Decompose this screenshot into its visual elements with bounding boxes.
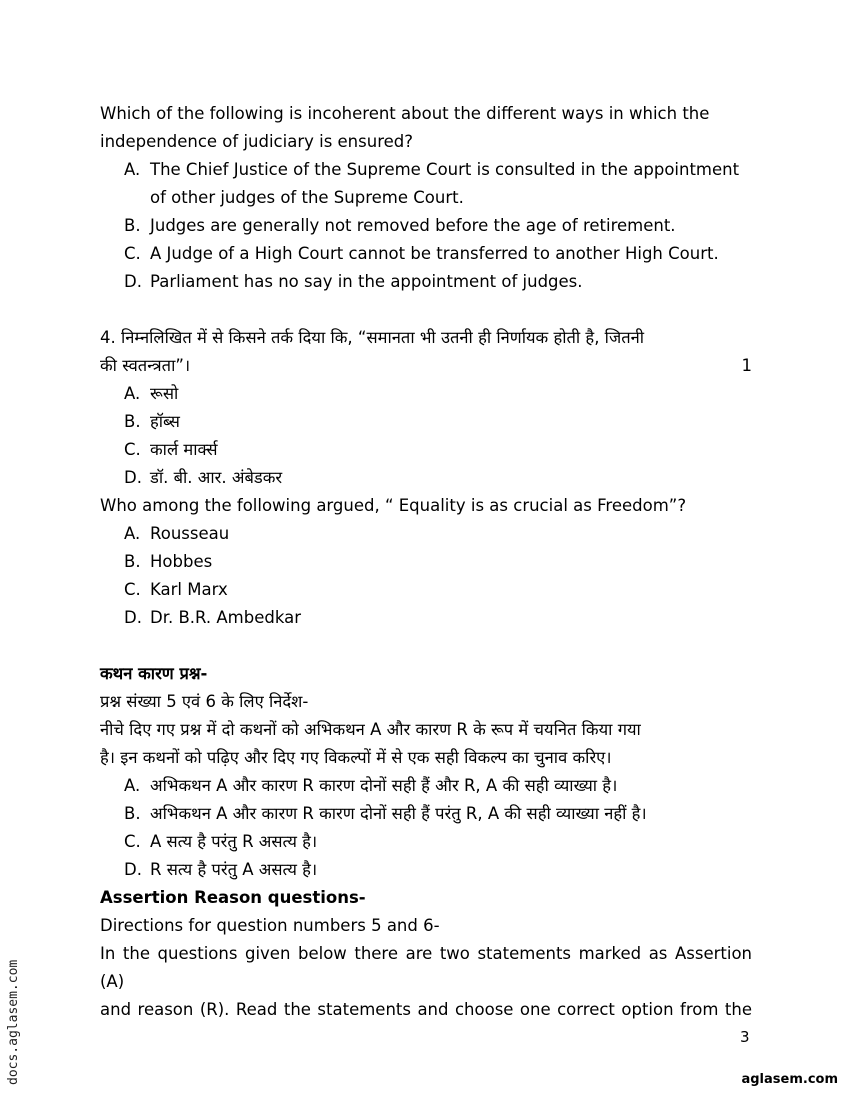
option-text: अभिकथन A और कारण R कारण दोनों सही हैं और R, A की सही व्याख्या है। (150, 776, 618, 795)
assertion-hindi-option-a (100, 772, 752, 800)
option-letter: D. (124, 272, 142, 291)
question-4-hindi-line-2 (100, 352, 752, 380)
option-text: Parliament has no say in the appointment of judges. (150, 272, 583, 291)
question-3 (100, 100, 752, 296)
question-4-hindi-option-c (100, 436, 752, 464)
option-letter: A. (124, 160, 141, 179)
question-4-hindi-line-1: 4. निम्नलिखित में से किसने तर्क दिया कि, “समानता भी उतनी ही निर्णायक होती है, जितनी (100, 328, 645, 347)
option-letter: A. (124, 384, 141, 403)
question-3-text-line-1: Which of the following is incoherent about the different ways in which the (100, 104, 710, 123)
assertion-hindi-heading: कथन कारण प्रश्न- (100, 664, 208, 683)
question-4-english-option-b (100, 548, 752, 576)
option-text: Dr. B.R. Ambedkar (150, 608, 302, 627)
question-4-marks: 1 (741, 356, 752, 375)
option-text: A Judge of a High Court cannot be transferred to another High Court. (150, 244, 719, 263)
option-text: The Chief Justice of the Supreme Court is consulted in the appointment (150, 160, 740, 179)
option-letter: C. (124, 580, 141, 599)
option-text: Hobbes (150, 552, 213, 571)
question-4-english-option-a (100, 520, 752, 548)
assertion-hindi-option-b (100, 800, 752, 828)
question-3-text-line-2: independence of judiciary is ensured? (100, 132, 414, 151)
option-text: Rousseau (150, 524, 230, 543)
option-text: हॉब्स (150, 412, 180, 431)
question-4-english-text: Who among the following argued, “ Equality is as crucial as Freedom”? (100, 496, 687, 515)
question-3-option-a (100, 156, 752, 212)
question-4-hindi-option-b (100, 408, 752, 436)
assertion-english-directions-line-1: In the questions given below there are two statements marked as Assertion (A) (100, 944, 752, 991)
site-footer-link[interactable]: aglasem.com (741, 1072, 838, 1087)
option-text: अभिकथन A और कारण R कारण दोनों सही हैं परंतु R, A की सही व्याख्या नहीं है। (150, 804, 647, 823)
question-4-english-option-c (100, 576, 752, 604)
assertion-hindi-option-c (100, 828, 752, 856)
option-text: रूसो (150, 384, 179, 403)
question-4 (100, 324, 752, 632)
option-text: of other judges of the Supreme Court. (150, 188, 464, 207)
assertion-hindi-directions-title: प्रश्न संख्या 5 एवं 6 के लिए निर्देश- (100, 692, 309, 711)
page-content (100, 100, 752, 1024)
assertion-reason-section (100, 660, 752, 1024)
assertion-english-heading: Assertion Reason questions- (100, 888, 366, 907)
question-4-hindi-option-a (100, 380, 752, 408)
option-text: Judges are generally not removed before the age of retirement. (150, 216, 676, 235)
question-3-option-d (100, 268, 752, 296)
assertion-hindi-directions-line-1: नीचे दिए गए प्रश्न में दो कथनों को अभिकथन A और कारण R के रूप में चयनित किया गया (100, 720, 641, 739)
option-letter: A. (124, 524, 141, 543)
option-text: A सत्य है परंतु R असत्य है। (150, 832, 318, 851)
question-3-option-b (100, 212, 752, 240)
option-letter: B. (124, 804, 141, 823)
question-4-english-option-d (100, 604, 752, 632)
question-4-hindi-text: की स्वतन्त्रता”। (100, 356, 191, 375)
option-letter: C. (124, 440, 141, 459)
option-text: Karl Marx (150, 580, 228, 599)
assertion-hindi-directions-line-2: है। इन कथनों को पढ़िए और दिए गए विकल्पों में से एक सही विकल्प का चुनाव करिए। (100, 748, 612, 767)
option-letter: C. (124, 832, 141, 851)
assertion-hindi-option-d (100, 856, 752, 884)
assertion-english-directions-line-2: and reason (R). Read the statements and choose one correct option from the (100, 1000, 752, 1019)
option-letter: D. (124, 860, 142, 879)
option-text: डॉ. बी. आर. अंबेडकर (150, 468, 283, 487)
option-letter: B. (124, 552, 141, 571)
option-text: R सत्य है परंतु A असत्य है। (150, 860, 318, 879)
option-letter: D. (124, 608, 142, 627)
assertion-english-directions-title: Directions for question numbers 5 and 6- (100, 916, 440, 935)
option-letter: C. (124, 244, 141, 263)
question-3-option-c (100, 240, 752, 268)
option-letter: B. (124, 216, 141, 235)
option-letter: D. (124, 468, 142, 487)
page-number: 3 (740, 1028, 750, 1046)
question-4-hindi-option-d (100, 464, 752, 492)
option-text: कार्ल मार्क्स (150, 440, 218, 459)
option-letter: A. (124, 776, 141, 795)
option-letter: B. (124, 412, 141, 431)
side-watermark-url: docs.aglasem.com (6, 959, 21, 1085)
